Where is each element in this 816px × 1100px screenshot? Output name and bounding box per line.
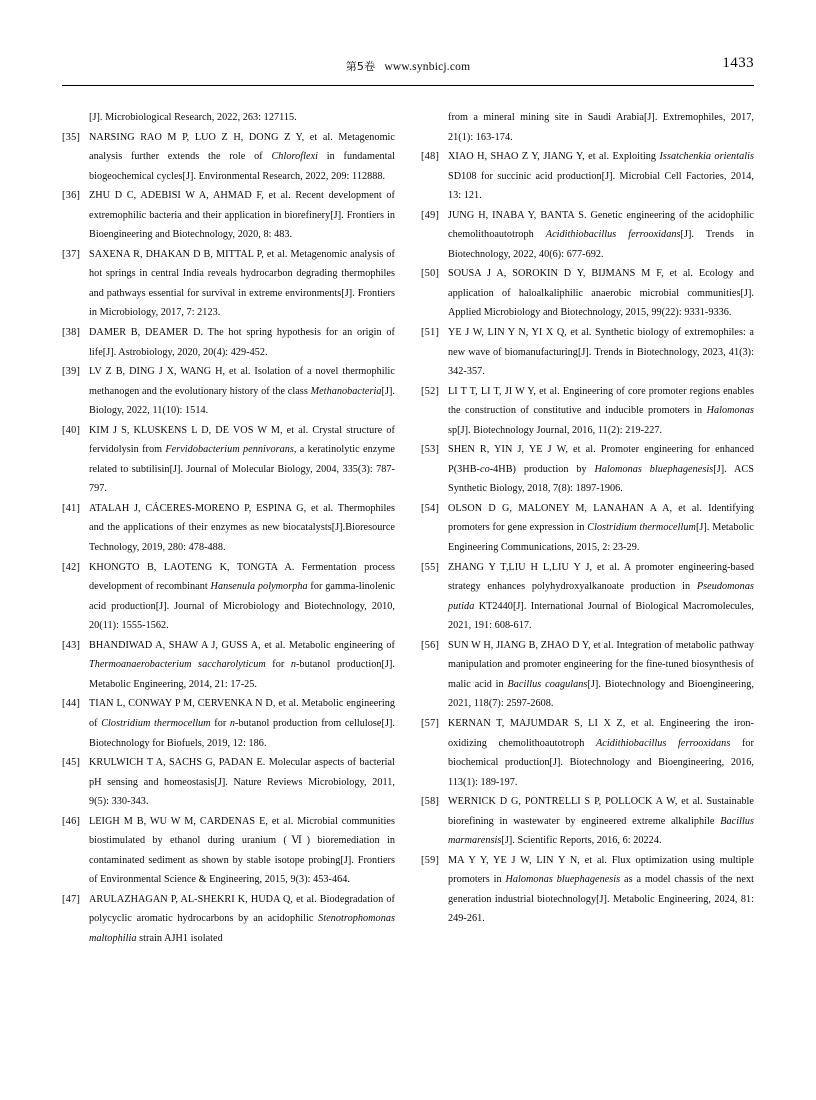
reference-number: [52]	[421, 385, 440, 397]
running-head	[62, 55, 754, 82]
reference-text: ZHU D C, ADEBISI W A, AHMAD F, et al. Recent development of extremophilic bacteria and their application in biorefinery[J]. Frontiers in Bioengineering and Biotechnology, 2020, 8: 483.	[89, 190, 395, 241]
reference-text: YE J W, LIN Y N, YI X Q, et al. Synthetic biology of extremophiles: a new wave of biomanufacturing[J]. Trends in Biotechnology, 2023, 41(3): 342-357.	[448, 327, 754, 378]
reference-number: [55]	[421, 561, 440, 573]
reference-text: BHANDIWAD A, SHAW A J, GUSS A, et al. Metabolic engineering of Thermoanaerobacterium saccharolyticum for n-butanol production[J]. Metabolic Engineering, 2014, 21: 17-25.	[89, 639, 395, 690]
reference-entry	[421, 440, 754, 499]
reference-entry	[62, 421, 395, 499]
reference-entry	[421, 558, 754, 636]
reference-number: [44]	[62, 698, 81, 710]
reference-text: XIAO H, SHAO Z Y, JIANG Y, et al. Exploiting Issatchenkia orientalis SD108 for succinic acid production[J]. Microbial Cell Factories, 2014, 13: 121.	[448, 151, 754, 202]
reference-entry	[62, 323, 395, 362]
reference-entry	[62, 753, 395, 812]
reference-number: [59]	[421, 854, 440, 866]
reference-entry	[62, 108, 395, 128]
reference-number: [43]	[62, 639, 81, 651]
reference-entry	[421, 499, 754, 558]
reference-number: [56]	[421, 639, 440, 651]
reference-entry	[62, 636, 395, 695]
reference-text: LV Z B, DING J X, WANG H, et al. Isolation of a novel thermophilic methanogen and the evolutionary history of the class Methanobacteria[J]. Biology, 2022, 11(10): 1514.	[89, 366, 395, 417]
reference-entry	[62, 128, 395, 187]
reference-entry	[62, 499, 395, 558]
reference-number: [40]	[62, 424, 81, 436]
reference-number: [45]	[62, 757, 81, 769]
reference-text: [J]. Microbiological Research, 2022, 263: 127115.	[89, 112, 297, 123]
reference-text: LEIGH M B, WU W M, CARDENAS E, et al. Microbial communities biostimulated by ethanol during uranium (Ⅵ) bioremediation in contaminated sediment as shown by stable isotope probing[J]. Frontiers of Environmental Science & Engineering, 2015, 9(3): 453-464.	[89, 815, 395, 886]
reference-number: [37]	[62, 248, 81, 260]
reference-number: [49]	[421, 209, 440, 221]
reference-text: KERNAN T, MAJUMDAR S, LI X Z, et al. Engineering the iron-oxidizing chemolithoautotroph Acidithiobacillus ferrooxidans for biochemical production[J]. Biotechnology and Bioengineering, 2016, 113(1): 189-197.	[448, 717, 754, 788]
reference-text: ZHANG Y T,LIU H L,LIU Y J, et al. A promoter engineering-based strategy enhances polyhydroxyalkanoate production in Pseudomonas putida KT2440[J]. International Journal of Biological Macromolecules, 2021, 191: 608-617.	[448, 561, 754, 632]
journal-url: www.synbicj.com	[384, 61, 471, 73]
reference-number: [50]	[421, 268, 440, 280]
right-column	[421, 108, 754, 949]
reference-entry	[62, 890, 395, 949]
reference-text: TIAN L, CONWAY P M, CERVENKA N D, et al. Metabolic engineering of Clostridium thermocellum for n-butanol production from cellulose[J]. Biotechnology for Biofuels, 2019, 12: 186.	[89, 698, 395, 749]
reference-number: [54]	[421, 502, 440, 514]
reference-entry	[62, 694, 395, 753]
reference-text: ARULAZHAGAN P, AL-SHEKRI K, HUDA Q, et al. Biodegradation of polycyclic aromatic hydrocarbons by an acidophilic Stenotrophomonas maltophilia strain AJH1 isolated	[89, 893, 395, 944]
reference-text: from a mineral mining site in Saudi Arabia[J]. Extremophiles, 2017, 21(1): 163-174.	[448, 112, 754, 143]
reference-entry	[421, 714, 754, 792]
reference-text: JUNG H, INABA Y, BANTA S. Genetic engineering of the acidophilic chemolithoautotroph Acidithiobacillus ferrooxidans[J]. Trends in Biotechnology, 2022, 40(6): 677-692.	[448, 209, 755, 260]
reference-entry	[62, 245, 395, 323]
reference-entry	[421, 792, 754, 851]
reference-text: DAMER B, DEAMER D. The hot spring hypothesis for an origin of life[J]. Astrobiology, 2020, 20(4): 429-452.	[89, 327, 395, 358]
reference-entry	[62, 186, 395, 245]
reference-text: MA Y Y, YE J W, LIN Y N, et al. Flux optimization using multiple promoters in Halomonas bluephagenesis as a model chassis of the next generation industrial biotechnology[J]. Metabolic Engineering, 2024, 81: 249-261.	[448, 854, 754, 925]
reference-number: [58]	[421, 796, 440, 808]
reference-entry	[421, 147, 754, 206]
reference-text: OLSON D G, MALONEY M, LANAHAN A A, et al. Identifying promoters for gene expression in Clostridium thermocellum[J]. Metabolic Engineering Communications, 2015, 2: 23-29.	[448, 502, 754, 554]
reference-number: [42]	[62, 561, 81, 573]
reference-number: [46]	[62, 815, 81, 827]
reference-entry	[421, 108, 754, 147]
reference-number: [53]	[421, 444, 440, 456]
reference-number: [41]	[62, 502, 81, 514]
reference-text: KIM J S, KLUSKENS L D, DE VOS W M, et al. Crystal structure of fervidolysin from Fervidobacterium pennivorans, a keratinolytic enzyme related to subtilisin[J]. Journal of Molecular Biology, 2004, 335(3): 787-797.	[89, 424, 396, 495]
reference-entry	[421, 382, 754, 441]
volume-label: 第5卷	[345, 60, 376, 73]
reference-number: [47]	[62, 893, 81, 905]
reference-number: [36]	[62, 190, 81, 202]
reference-text: WERNICK D G, PONTRELLI S P, POLLOCK A W, et al. Sustainable biorefining in wastewater by engineered extreme alkaliphile Bacillus marmarensis[J]. Scientific Reports, 2016, 6: 20224.	[448, 796, 754, 847]
reference-text: SAXENA R, DHAKAN D B, MITTAL P, et al. Metagenomic analysis of hot springs in central India reveals hydrocarbon degrading thermophiles and pathways essential for survival in extreme environments[J]. Frontiers in Microbiology, 2017, 7: 2123.	[89, 248, 395, 319]
reference-text: LI T T, LI T, JI W Y, et al. Engineering of core promoter regions enables the construction of constitutive and inducible promoters in Halomonas sp[J]. Biotechnology Journal, 2016, 11(2): 219-227.	[448, 385, 754, 436]
reference-entry	[62, 558, 395, 636]
reference-text: SUN W H, JIANG B, ZHAO D Y, et al. Integration of metabolic pathway manipulation and promoter engineering for the fine-tuned biosynthesis of malic acid in Bacillus coagulans[J]. Biotechnology and Bioengineering, 2021, 118(7): 2597-2608.	[448, 639, 754, 710]
page-number: 1433	[722, 55, 754, 71]
reference-number: [38]	[62, 327, 81, 339]
reference-columns	[62, 108, 754, 949]
reference-entry	[62, 362, 395, 421]
reference-text: KHONGTO B, LAOTENG K, TONGTA A. Fermentation process development of recombinant Hansenula polymorpha for gamma-linolenic acid production[J]. Journal of Microbiology and Biotechnology, 2010, 20(11): 1555-1562.	[89, 561, 396, 632]
left-column	[62, 108, 395, 949]
reference-entry	[421, 851, 754, 929]
reference-entry	[421, 206, 754, 265]
reference-number: [39]	[62, 366, 81, 378]
running-head-center	[346, 58, 471, 74]
reference-entry	[421, 636, 754, 714]
reference-number: [51]	[421, 327, 440, 339]
reference-text: SHEN R, YIN J, YE J W, et al. Promoter engineering for enhanced P(3HB-co-4HB) production by Halomonas bluephagenesis[J]. ACS Synthetic Biology, 2018, 7(8): 1897-1906.	[448, 444, 755, 495]
reference-entry	[421, 264, 754, 323]
reference-text: KRULWICH T A, SACHS G, PADAN E. Molecular aspects of bacterial pH sensing and homeostasis[J]. Nature Reviews Microbiology, 2011, 9(5): 330-343.	[89, 757, 395, 808]
reference-entry	[62, 812, 395, 890]
reference-text: SOUSA J A, SOROKIN D Y, BIJMANS M F, et al. Ecology and application of haloalkaliphilic anaerobic microbial communities[J]. Applied Microbiology and Biotechnology, 2015, 99(22): 9331-9336.	[448, 268, 754, 319]
reference-number: [35]	[62, 131, 81, 143]
reference-entry	[421, 323, 754, 382]
reference-number: [57]	[421, 717, 440, 729]
reference-text: NARSING RAO M P, LUO Z H, DONG Z Y, et al. Metagenomic analysis further extends the role of Chloroflexi in fundamental biogeochemical cycles[J]. Environmental Research, 2022, 209: 112888.	[89, 131, 396, 182]
reference-text: ATALAH J, CÁCERES-MORENO P, ESPINA G, et al. Thermophiles and the applications of their enzymes as new biocatalysts[J].Bioresource Technology, 2019, 280: 478-488.	[89, 502, 395, 554]
reference-number: [48]	[421, 151, 440, 163]
header-rule	[62, 85, 754, 86]
